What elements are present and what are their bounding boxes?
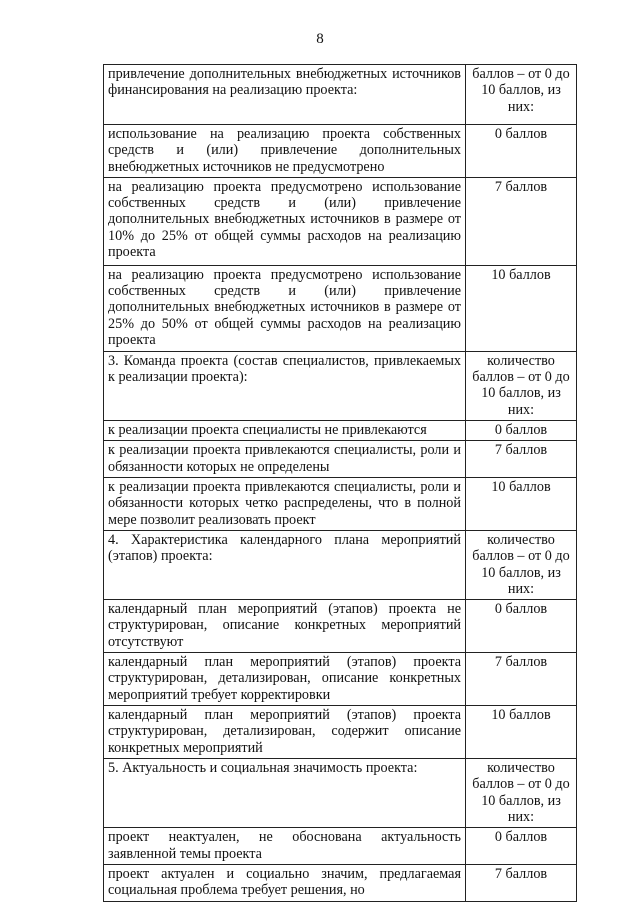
criterion-score: 0 баллов	[466, 125, 577, 178]
criterion-score: 10 баллов	[466, 265, 577, 351]
table-row	[104, 65, 577, 125]
criterion-score: 7 баллов	[466, 653, 577, 706]
table-row	[104, 265, 577, 351]
criterion-text: к реализации проекта привлекаются специалисты, роли и обязанности которых четко распределены, что в полной мере позволит реализовать проект	[104, 477, 466, 530]
criterion-score: количество баллов – от 0 до 10 баллов, из них:	[466, 530, 577, 599]
criterion-score: 10 баллов	[466, 706, 577, 759]
table-row	[104, 125, 577, 178]
criterion-text: 4. Характеристика календарного плана мероприятий (этапов) проекта:	[104, 530, 466, 599]
table-row	[104, 828, 577, 865]
table-row	[104, 653, 577, 706]
criterion-text: календарный план мероприятий (этапов) проекта не структурирован, описание конкретных мероприятий отсутствуют	[104, 600, 466, 653]
table-row	[104, 477, 577, 530]
page-number: 8	[316, 31, 324, 47]
criterion-score: 0 баллов	[466, 828, 577, 865]
criterion-text: использование на реализацию проекта собственных средств и (или) привлечение дополнительных внебюджетных источников не предусмотрено	[104, 125, 466, 178]
criterion-score: 7 баллов	[466, 177, 577, 265]
criterion-score: баллов – от 0 до 10 баллов, из них:	[466, 65, 577, 125]
table-row	[104, 441, 577, 478]
criterion-text: проект неактуален, не обоснована актуальность заявленной темы проекта	[104, 828, 466, 865]
criterion-text: календарный план мероприятий (этапов) проекта структурирован, детализирован, описание конкретных мероприятий требует корректировки	[104, 653, 466, 706]
criterion-score: 10 баллов	[466, 477, 577, 530]
criterion-score: количество баллов – от 0 до 10 баллов, из них:	[466, 759, 577, 828]
table-row	[104, 530, 577, 599]
criterion-text: на реализацию проекта предусмотрено использование собственных средств и (или) привлечение дополнительных внебюджетных источников в размере от 10% до 25% от общей суммы расходов на реализацию проекта	[104, 177, 466, 265]
table-row	[104, 177, 577, 265]
table-row	[104, 351, 577, 420]
criterion-text: 3. Команда проекта (состав специалистов, привлекаемых к реализации проекта):	[104, 351, 466, 420]
table-row	[104, 864, 577, 901]
table-row	[104, 706, 577, 759]
criterion-score: 7 баллов	[466, 864, 577, 901]
criterion-score: 0 баллов	[466, 600, 577, 653]
criterion-score: 7 баллов	[466, 441, 577, 478]
criterion-text: 5. Актуальность и социальная значимость проекта:	[104, 759, 466, 828]
table-row	[104, 759, 577, 828]
criterion-text: к реализации проекта специалисты не привлекаются	[104, 421, 466, 441]
criterion-text: проект актуален и социально значим, предлагаемая социальная проблема требует решения, но	[104, 864, 466, 901]
criterion-text: календарный план мероприятий (этапов) проекта структурирован, детализирован, содержит описание конкретных мероприятий	[104, 706, 466, 759]
table-row	[104, 421, 577, 441]
table-row	[104, 600, 577, 653]
criterion-score: 0 баллов	[466, 421, 577, 441]
criterion-text: привлечение дополнительных внебюджетных источников финансирования на реализацию проекта:	[104, 65, 466, 125]
criterion-text: к реализации проекта привлекаются специалисты, роли и обязанности которых не определены	[104, 441, 466, 478]
criterion-score: количество баллов – от 0 до 10 баллов, из них:	[466, 351, 577, 420]
scoring-criteria-table	[103, 64, 577, 902]
criterion-text: на реализацию проекта предусмотрено использование собственных средств и (или) привлечение дополнительных внебюджетных источников в размере от 25% до 50% от общей суммы расходов на реализацию проекта	[104, 265, 466, 351]
